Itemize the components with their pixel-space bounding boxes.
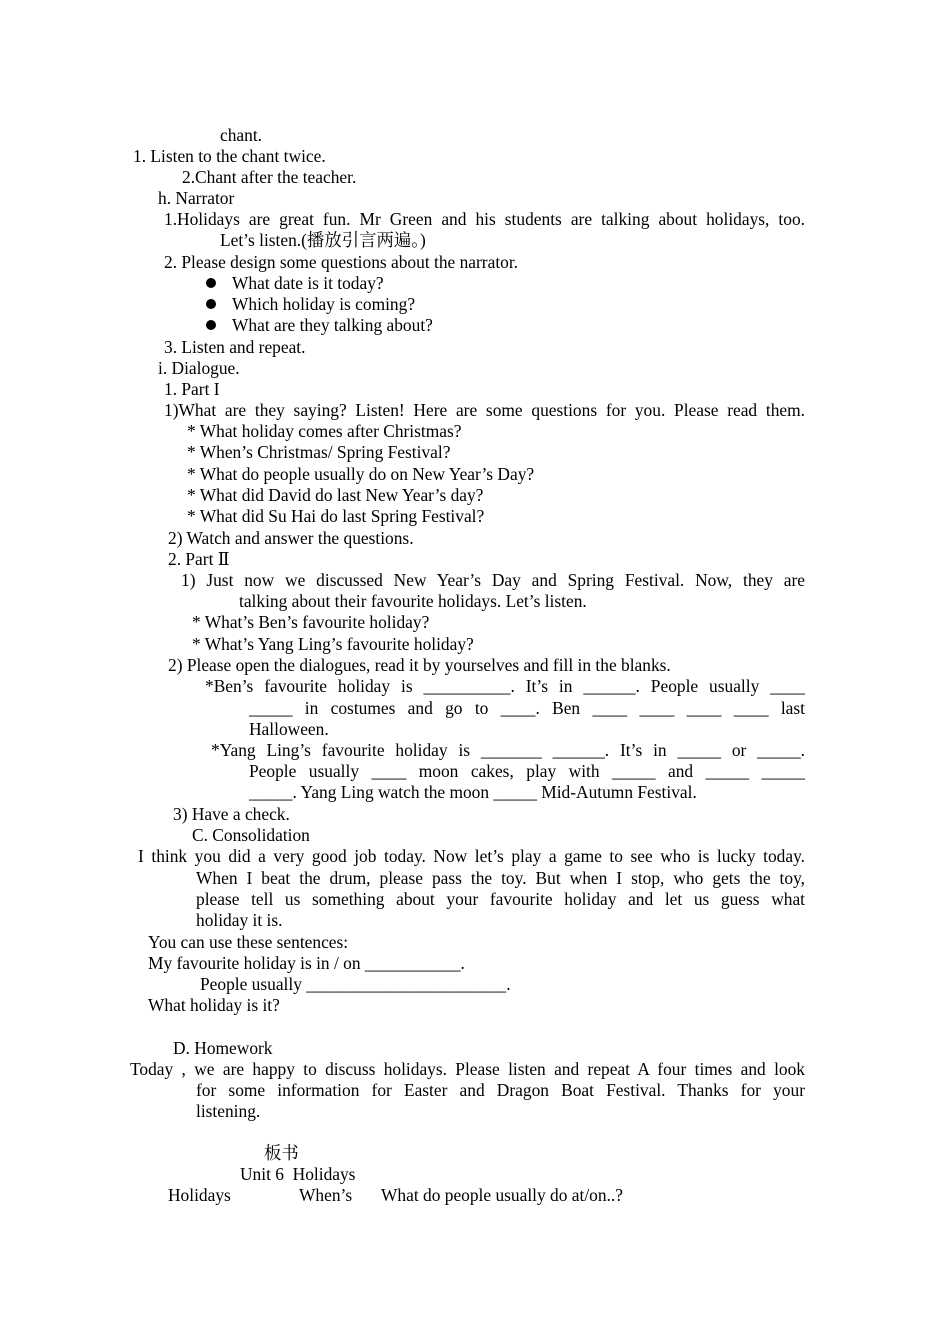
part-1-heading: 1. Part I — [164, 379, 220, 399]
consolidation-text-cont: When I beat the drum, please pass the toy. But when I stop, who gets the toy, — [196, 868, 805, 888]
sentence-pattern: People usually _______________________. — [200, 974, 511, 994]
question-item: * When’s Christmas/ Spring Festival? — [187, 442, 451, 462]
chant-step-2: 2.Chant after the teacher. — [182, 167, 357, 187]
bullet-icon — [206, 320, 216, 330]
part-1-step-2: 2) Watch and answer the questions. — [168, 528, 414, 548]
sentence-pattern: My favourite holiday is in / on ___________. — [148, 953, 465, 973]
consolidation-text-end: holiday it is. — [196, 910, 283, 930]
bullet-question: What date is it today? — [232, 273, 384, 293]
question-item: * What’s Yang Ling’s favourite holiday? — [192, 634, 474, 654]
part-2-step-1: 1) Just now we discussed New Year’s Day and Spring Festival. Now, they are — [181, 570, 805, 590]
consolidation-text: I think you did a very good job today. Now let’s play a game to see who is lucky today. — [138, 846, 805, 866]
board-heading: 板书 — [264, 1143, 299, 1163]
board-column-holidays: Holidays — [168, 1185, 231, 1205]
question-item: * What did Su Hai do last Spring Festival? — [187, 506, 485, 526]
homework-heading: D. Homework — [173, 1038, 273, 1058]
fill-blank-yang-end: _____. Yang Ling watch the moon _____ Mid-Autumn Festival. — [249, 782, 697, 802]
narrator-step-1-cont: Let’s listen.(播放引言两遍。) — [220, 230, 426, 250]
fill-blank-ben: *Ben’s favourite holiday is __________. It’s in ______. People usually ____ — [205, 676, 805, 696]
chant-step-1: 1. Listen to the chant twice. — [133, 146, 326, 166]
part-1-step-1: 1)What are they saying? Listen! Here are some questions for you. Please read them. — [164, 400, 805, 420]
part-2-step-3: 3) Have a check. — [173, 804, 290, 824]
fill-blank-yang-cont: People usually ____ moon cakes, play with _____ and _____ _____ — [249, 761, 805, 781]
bullet-question: What are they talking about? — [232, 315, 433, 335]
bullet-icon — [206, 278, 216, 288]
homework-text-end: listening. — [196, 1101, 261, 1121]
sentence-pattern: What holiday is it? — [148, 995, 280, 1015]
board-column-activities: What do people usually do at/on..? — [381, 1185, 623, 1205]
fill-blank-ben-cont: _____ in costumes and go to ____. Ben ____ ____ ____ ____ last — [249, 698, 805, 718]
fill-blank-ben-end: Halloween. — [249, 719, 329, 739]
consolidation-text-cont: please tell us something about your favourite holiday and let us guess what — [196, 889, 805, 909]
homework-text: Today , we are happy to discuss holidays. Please listen and repeat A four times and look — [130, 1059, 805, 1079]
board-title: Unit 6 Holidays — [240, 1164, 356, 1184]
bullet-icon — [206, 299, 216, 309]
board-column-when: When’s — [299, 1185, 353, 1205]
fill-blank-yang: *Yang Ling’s favourite holiday is _______ ______. It’s in _____ or _____. — [211, 740, 805, 760]
narrator-heading: h. Narrator — [158, 188, 235, 208]
part-2-heading: 2. Part Ⅱ — [168, 549, 230, 569]
narrator-step-1: 1.Holidays are great fun. Mr Green and his students are talking about holidays, too. — [164, 209, 805, 229]
question-item: * What’s Ben’s favourite holiday? — [192, 612, 430, 632]
narrator-step-3: 3. Listen and repeat. — [164, 337, 306, 357]
part-2-step-2: 2) Please open the dialogues, read it by yourselves and fill in the blanks. — [168, 655, 671, 675]
homework-text-cont: for some information for Easter and Dragon Boat Festival. Thanks for your — [196, 1080, 805, 1100]
question-item: * What do people usually do on New Year’s Day? — [187, 464, 535, 484]
part-2-step-1-cont: talking about their favourite holidays. Let’s listen. — [239, 591, 587, 611]
question-item: * What holiday comes after Christmas? — [187, 421, 462, 441]
consolidation-heading: C. Consolidation — [192, 825, 310, 845]
bullet-question: Which holiday is coming? — [232, 294, 416, 314]
chant-heading: chant. — [220, 125, 263, 145]
sentence-intro: You can use these sentences: — [148, 932, 349, 952]
narrator-step-2: 2. Please design some questions about the narrator. — [164, 252, 519, 272]
dialogue-heading: i. Dialogue. — [158, 358, 240, 378]
question-item: * What did David do last New Year’s day? — [187, 485, 484, 505]
